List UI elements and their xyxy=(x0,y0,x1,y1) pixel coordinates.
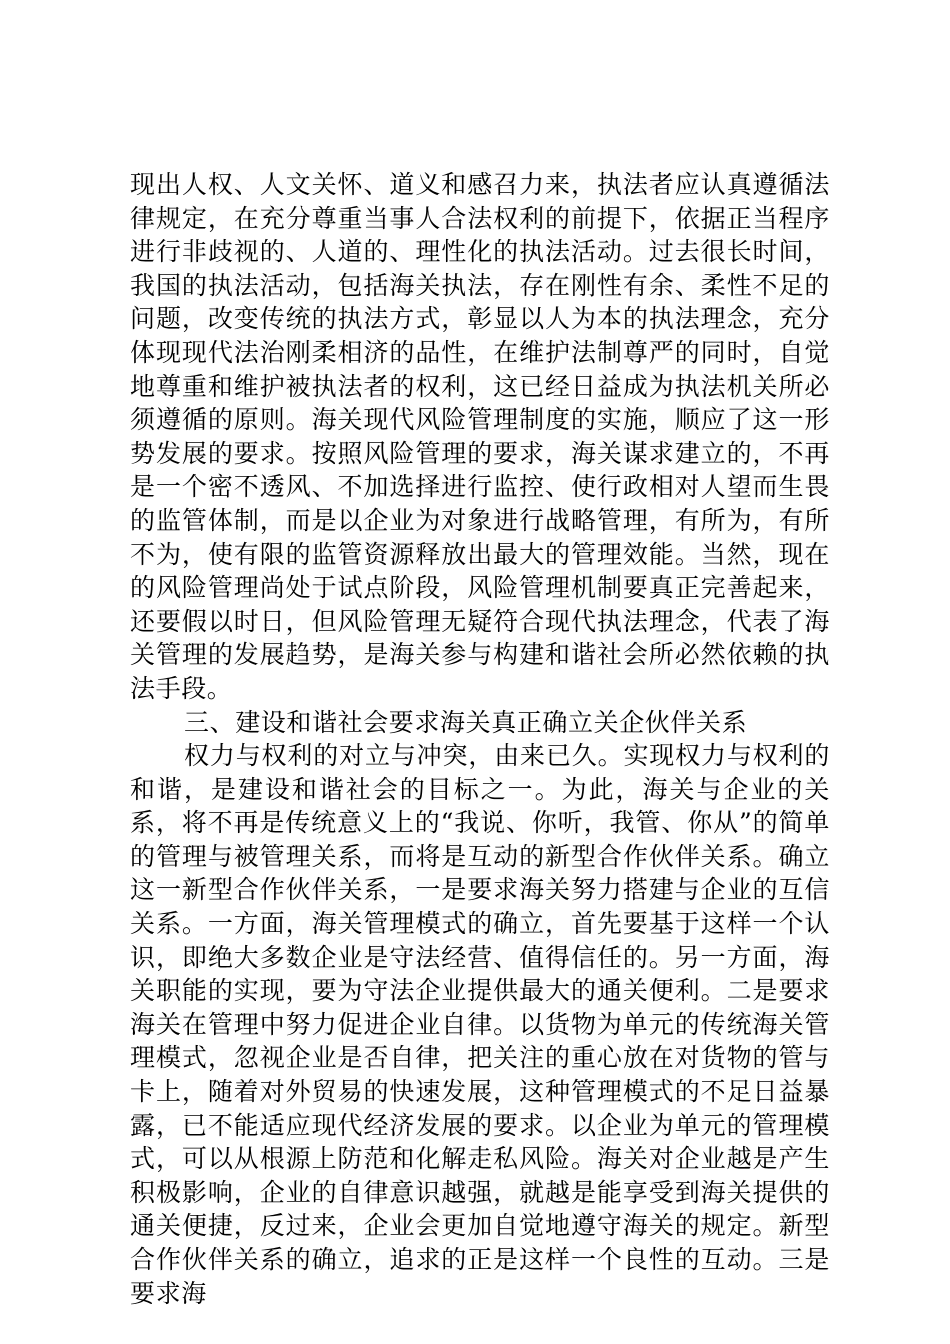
paragraph-partnership: 权力与权利的对立与冲突，由来已久。实现权力与权利的和谐，是建设和谐社会的目标之一。为此，海关与企业的关系，将不再是传统意义上的“我说、你听，我管、你从”的简单的管理与被管理关系，而将是互动的新型合作伙伴关系。确立这一新型合作伙伴关系，一是要求海关努力搭建与企业的互信关系。一方面，海关管理模式的确立，首先要基于这样一个认识，即绝大多数企业是守法经营、值得信任的。另一方面，海关职能的实现，要为守法企业提供最大的通关便利。二是要求海关在管理中努力促进企业自律。以货物为单元的传统海关管理模式，忽视企业是否自律，把关注的重心放在对货物的管与卡上，随着对外贸易的快速发展，这种管理模式的不足日益暴露，已不能适应现代经济发展的要求。以企业为单元的管理模式，可以从根源上防范和化解走私风险。海关对企业越是产生积极影响，企业的自律意识越强，就越是能享受到海关提供的通关便捷，反过来，企业会更加自觉地遵守海关的规定。新型合作伙伴关系的确立，追求的正是这样一个良性的互动。三是要求海 xyxy=(130,741,830,1308)
document-body xyxy=(130,168,830,1310)
paragraph-continuation: 现出人权、人文关怀、道义和感召力来，执法者应认真遵循法律规定，在充分尊重当事人合法权利的前提下，依据正当程序进行非歧视的、人道的、理性化的执法活动。过去很长时间，我国的执法活动，包括海关执法，存在刚性有余、柔性不足的问题，改变传统的执法方式，彰显以人为本的执法理念，充分体现现代法治刚柔相济的品性，在维护法制尊严的同时，自觉地尊重和维护被执法者的权利，这已经日益成为执法机关所必须遵循的原则。海关现代风险管理制度的实施，顺应了这一形势发展的要求。按照风险管理的要求，海关谋求建立的，不再是一个密不透风、不加选择进行监控、使行政相对人望而生畏的监管体制，而是以企业为对象进行战略管理，有所为，有所不为，使有限的监管资源释放出最大的管理效能。当然，现在的风险管理尚处于试点阶段，风险管理机制要真正完善起来，还要假以时日，但风险管理无疑符合现代执法理念，代表了海关管理的发展趋势，是海关参与构建和谐社会所必然依赖的执法手段。 xyxy=(130,170,830,703)
section-heading: 三、建设和谐社会要求海关真正确立关企伙伴关系 xyxy=(184,707,748,737)
